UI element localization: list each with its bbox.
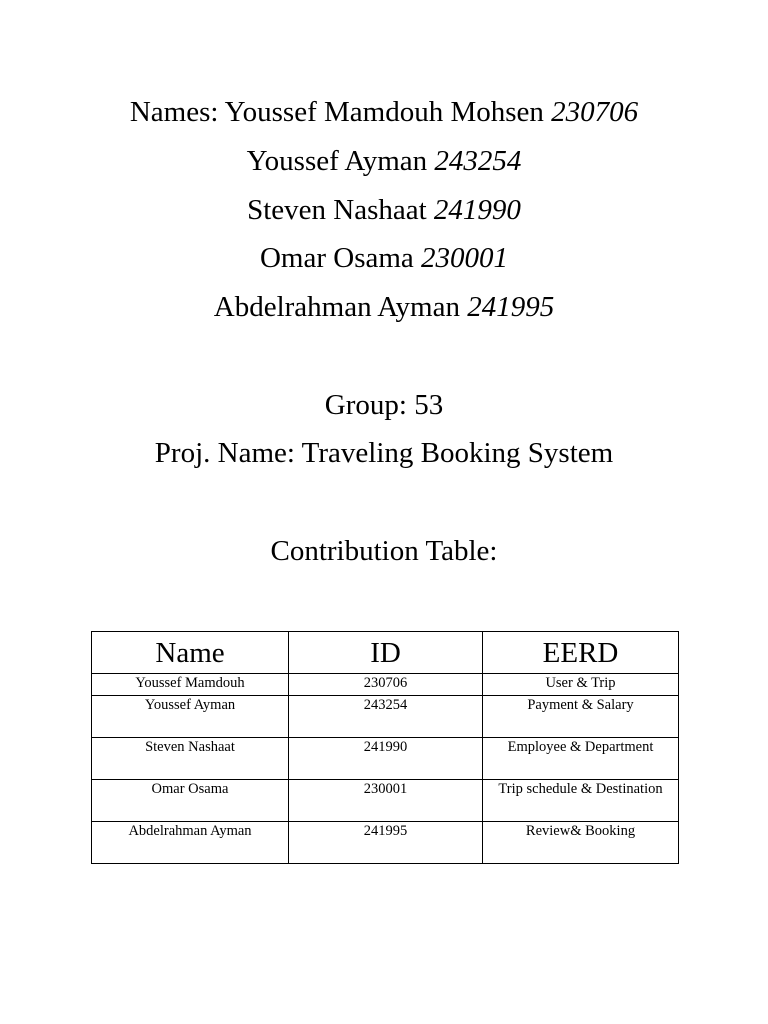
cell-name: Youssef Ayman xyxy=(92,696,289,738)
cell-eerd: Review& Booking xyxy=(483,822,679,864)
member-id: 230706 xyxy=(551,96,639,128)
member-name: Abdelrahman Ayman xyxy=(213,291,460,323)
member-name: Steven Nashaat xyxy=(247,194,427,226)
member-name: Youssef Ayman xyxy=(246,145,428,177)
cell-id: 241990 xyxy=(289,738,483,780)
names-line-1 xyxy=(0,94,768,130)
cell-id: 241995 xyxy=(289,822,483,864)
names-line-4 xyxy=(0,240,768,276)
names-line-5 xyxy=(0,289,768,325)
member-id: 241990 xyxy=(433,194,521,226)
group-line: Group: 53 xyxy=(324,389,444,421)
names-prefix: Names: xyxy=(129,96,219,128)
table-row xyxy=(92,822,679,864)
cell-eerd: Payment & Salary xyxy=(483,696,679,738)
names-line-3 xyxy=(0,192,768,228)
member-name: Omar Osama xyxy=(259,242,414,274)
member-id: 241995 xyxy=(467,291,555,323)
contribution-table-title: Contribution Table: xyxy=(270,535,498,567)
cell-name: Youssef Mamdouh xyxy=(92,674,289,696)
table-row xyxy=(92,696,679,738)
cell-eerd: Trip schedule & Destination xyxy=(483,780,679,822)
cell-id: 243254 xyxy=(289,696,483,738)
contribution-table xyxy=(91,631,679,864)
member-id: 243254 xyxy=(434,145,522,177)
names-line-2 xyxy=(0,143,768,179)
member-name: Youssef Mamdouh Mohsen xyxy=(224,96,544,128)
table-row xyxy=(92,674,679,696)
column-header-id: ID xyxy=(289,632,483,674)
project-name-line: Proj. Name: Traveling Booking System xyxy=(154,437,614,469)
table-row xyxy=(92,780,679,822)
cell-name: Omar Osama xyxy=(92,780,289,822)
column-header-name: Name xyxy=(92,632,289,674)
cell-name: Abdelrahman Ayman xyxy=(92,822,289,864)
cell-id: 230001 xyxy=(289,780,483,822)
cell-eerd: Employee & Department xyxy=(483,738,679,780)
cell-name: Steven Nashaat xyxy=(92,738,289,780)
cell-id: 230706 xyxy=(289,674,483,696)
table-header-row xyxy=(92,632,679,674)
cell-eerd: User & Trip xyxy=(483,674,679,696)
table-row xyxy=(92,738,679,780)
member-id: 230001 xyxy=(421,242,509,274)
column-header-eerd: EERD xyxy=(483,632,679,674)
